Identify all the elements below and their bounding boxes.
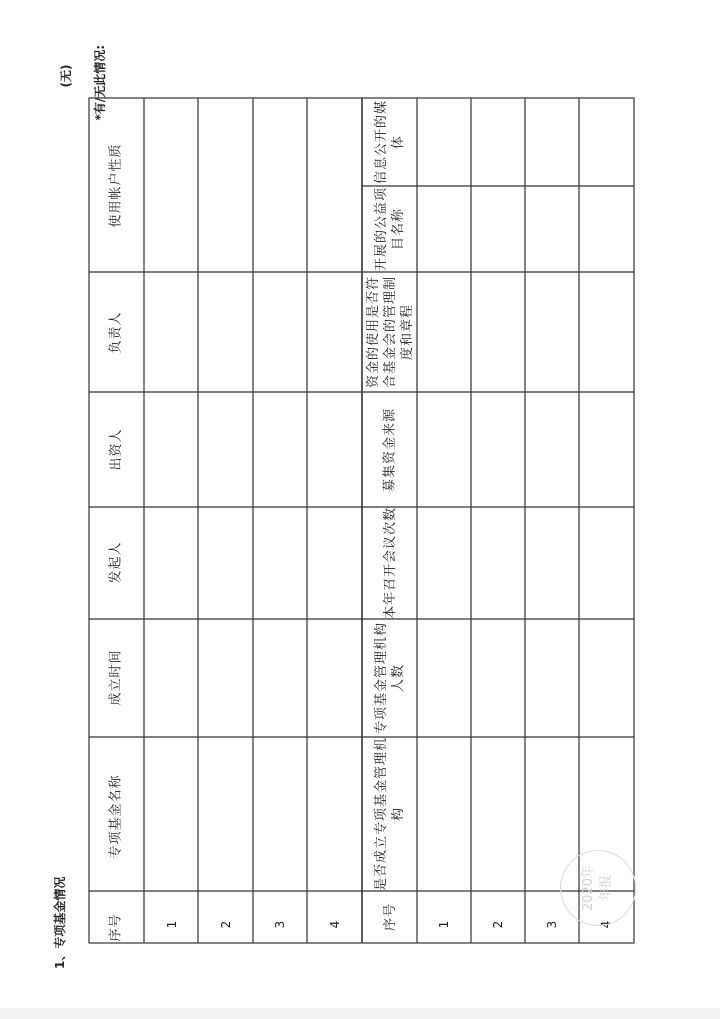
t1-row-number: 3 [272, 919, 287, 929]
section-title: 1、专项基金情况 [53, 876, 67, 969]
t2-header-has-org: 是否成立专项基金管理机构 [374, 736, 406, 891]
t1-header-owner: 负责人 [108, 311, 124, 354]
t2-header-org-count: 专项基金管理机构人数 [374, 622, 406, 735]
status-value: (无) [59, 64, 73, 88]
t1-header-initiator: 发起人 [108, 541, 124, 584]
t1-header-account-type: 使用帐户性质 [108, 143, 124, 228]
t2-header-project-name: 开展的公益项目名称 [374, 186, 406, 271]
t2-row-number: 4 [598, 919, 613, 929]
annual-report-stamp: 2020年 年报 [560, 850, 636, 926]
t1-header-established: 成立时间 [108, 649, 124, 706]
t1-header-fund-name: 专项基金名称 [108, 774, 124, 859]
status-label: *有/无此情况: [93, 45, 107, 121]
t2-header-compliance: 资金的使用是否符合基金会的管理制度和章程 [365, 276, 415, 389]
t2-header-media: 信息公开的媒体 [374, 100, 406, 185]
t2-header-index: 序号 [382, 903, 398, 932]
t1-header-investor: 出资人 [109, 428, 124, 471]
t2-row-number: 3 [544, 919, 559, 929]
t1-row-number: 2 [218, 919, 233, 929]
t2-header-fund-source: 募集资金来源 [382, 408, 397, 493]
t1-row-number: 4 [327, 919, 342, 929]
t2-row-number: 2 [490, 919, 505, 929]
t1-row-number: 1 [164, 919, 179, 929]
t2-row-number: 1 [436, 919, 451, 929]
t1-header-index: 序号 [108, 913, 124, 942]
t2-header-meetings: 本年召开会议次数 [382, 506, 398, 619]
